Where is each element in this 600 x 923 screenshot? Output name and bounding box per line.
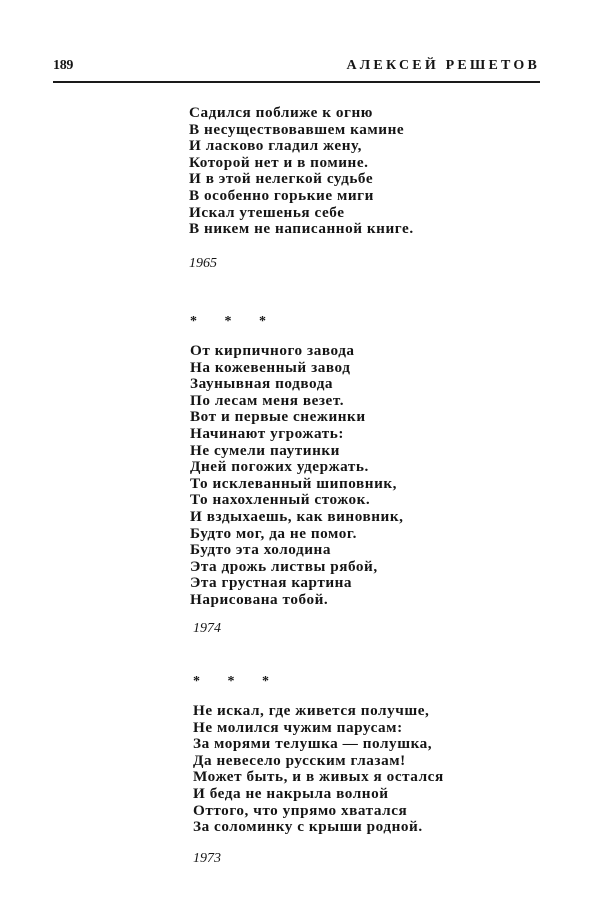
poem-3-year: 1973 bbox=[193, 851, 221, 866]
header-rule bbox=[53, 81, 540, 83]
poem-3 bbox=[193, 703, 444, 836]
page-header bbox=[53, 58, 540, 80]
poem-line: На кожевенный завод bbox=[190, 358, 351, 376]
poem-line: Может быть, и в живых я остался bbox=[193, 768, 444, 786]
poem-line: Вот и первые снежинки bbox=[190, 408, 366, 426]
poem-line: Не искал, где живется получше, bbox=[193, 702, 430, 719]
poem-line: В несуществовавшем камине bbox=[189, 120, 405, 138]
poem-line: Дней погожих удержать. bbox=[190, 458, 369, 476]
poem-line: То исклеванный шиповник, bbox=[190, 474, 398, 492]
poem-line: Будто мог, да не помог. bbox=[190, 524, 357, 542]
page-number: 189 bbox=[53, 58, 74, 73]
poem-line: Не молился чужим парусам: bbox=[193, 718, 403, 736]
poem-1 bbox=[189, 105, 414, 238]
poem-line: По лесам меня везет. bbox=[190, 391, 345, 409]
poem-line: Оттого, что упрямо хватался bbox=[193, 801, 408, 819]
poem-line: И беда не накрыла волной bbox=[193, 784, 389, 802]
poem-line: Начинают угрожать: bbox=[190, 424, 344, 442]
poem-2 bbox=[190, 343, 404, 609]
poem-line: И ласково гладил жену, bbox=[189, 137, 362, 155]
poem-line: Искал утешенья себе bbox=[189, 203, 345, 221]
poem-2-year: 1974 bbox=[193, 621, 221, 636]
poem-line: Садился поближе к огню bbox=[189, 104, 373, 121]
poem-line: Эта дрожь листвы рябой, bbox=[190, 557, 378, 575]
poem-line: То нахохленный стожок. bbox=[190, 491, 371, 509]
poem-3-separator: * * * bbox=[193, 674, 281, 689]
poem-line: В никем не написанной книге. bbox=[189, 220, 414, 238]
poem-line: Заунывная подвода bbox=[190, 375, 334, 393]
poem-line: За соломинку с крыши родной. bbox=[193, 818, 423, 836]
poem-line: Которой нет и в помине. bbox=[189, 153, 369, 171]
running-head-author: АЛЕКСЕЙ РЕШЕТОВ bbox=[346, 58, 540, 73]
poem-line: Да невесело русским глазам! bbox=[193, 751, 406, 769]
poem-line: В особенно горькие миги bbox=[189, 186, 374, 204]
poem-line: За морями телушка — полушка, bbox=[193, 735, 433, 753]
poem-1-year: 1965 bbox=[189, 256, 217, 271]
poem-line: От кирпичного завода bbox=[190, 342, 355, 359]
poem-line: И в этой нелегкой судьбе bbox=[189, 170, 374, 188]
poem-line: Будто эта холодина bbox=[190, 541, 331, 559]
poem-line: Эта грустная картина bbox=[190, 574, 353, 592]
poem-line: Не сумели паутинки bbox=[190, 441, 340, 459]
poem-2-separator: * * * bbox=[190, 314, 278, 329]
poem-line: Нарисована тобой. bbox=[190, 590, 329, 608]
poem-line: И вздыхаешь, как виновник, bbox=[190, 507, 404, 525]
